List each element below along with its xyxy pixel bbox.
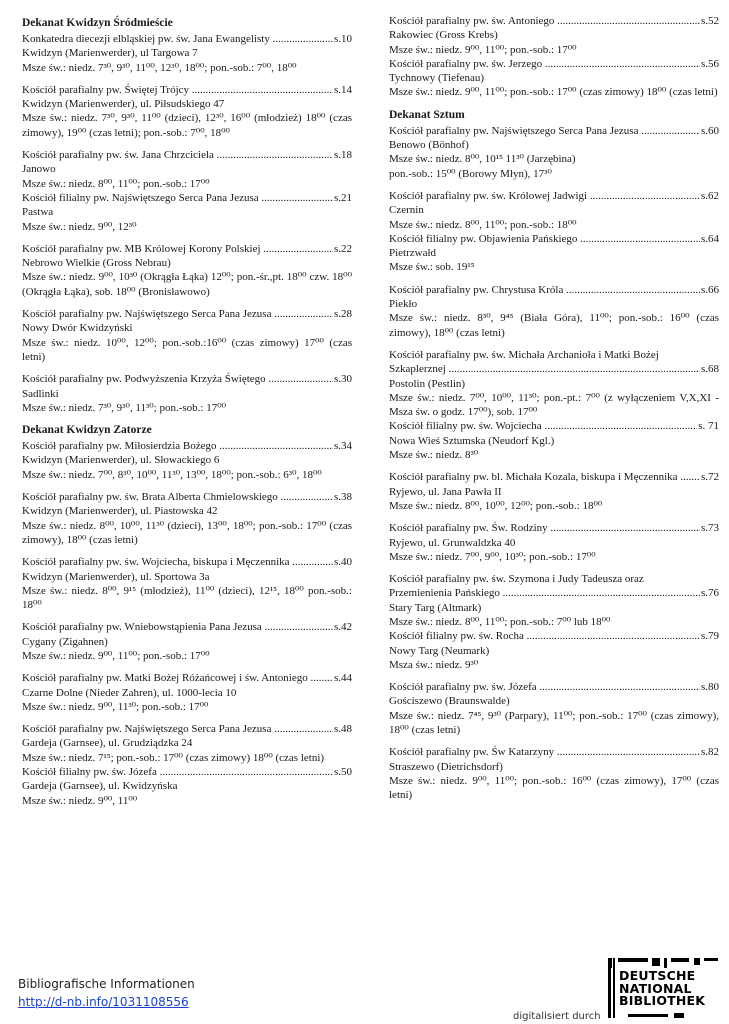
church-name: Konkatedra diecezji elbląskiej pw. św. Jana Ewangelisty ..... bbox=[22, 32, 333, 46]
deanery-heading: Dekanat Kwidzyn Śródmieście bbox=[22, 17, 173, 29]
page-reference: s.30 bbox=[333, 373, 352, 386]
deanery-heading: Dekanat Kwidzyn Zatorze bbox=[22, 424, 152, 437]
church-entry bbox=[389, 470, 719, 513]
church-name: Kościół parafialny pw. Wniebowstąpienia Pana Jezusa ..... bbox=[22, 620, 333, 634]
church-entry bbox=[389, 124, 719, 181]
location-line: pon.-sob.: 15⁰⁰ (Borowy Młyn), 17³⁰ bbox=[389, 167, 552, 180]
dnb-logo-text: DEUTSCHE NATIONAL BIBLIOTHEK bbox=[619, 968, 706, 1008]
church-name: Kościół parafialny pw. Chrystusa Króla ..... bbox=[389, 283, 700, 297]
left-column bbox=[22, 14, 352, 816]
location-line: Pastwa bbox=[22, 206, 54, 219]
church-title-line bbox=[389, 283, 719, 297]
location-line: Nowa Wieś Sztumska (Neudorf Kgl.) bbox=[389, 434, 555, 447]
digitized-by-label: digitalisiert durch bbox=[513, 1011, 601, 1022]
church-entry bbox=[22, 307, 352, 364]
church-name: Kościół parafialny pw. Matki Bożej Różańcowej i św. Antoniego ..... bbox=[22, 671, 333, 685]
mass-schedule: Msze św.: niedz. 7³⁰, 9³⁰, 11⁰⁰, 12³⁰, 18⁰⁰; pon.-sob.: 7⁰⁰, 18⁰⁰ bbox=[22, 61, 297, 74]
mass-schedule: Msza św.: niedz. 9³⁰ bbox=[389, 658, 479, 671]
church-title-line bbox=[389, 189, 719, 203]
church-title-line bbox=[22, 671, 352, 685]
page-reference: s.79 bbox=[700, 630, 719, 643]
church-entry bbox=[389, 348, 719, 462]
location-line: Gardeja (Garnsee), ul. Grudziądzka 24 bbox=[22, 737, 193, 750]
page-reference: s.38 bbox=[333, 491, 352, 504]
location-line: Ryjewo, ul. Jana Pawła II bbox=[389, 485, 502, 498]
church-entry bbox=[22, 555, 352, 612]
page-reference: s. 71 bbox=[698, 420, 719, 433]
location-line: Nowy Targ (Neumark) bbox=[389, 644, 490, 657]
location-line: Straszewo (Dietrichsdorf) bbox=[389, 760, 503, 773]
church-title-line bbox=[389, 362, 719, 376]
mass-schedule: Msze św.: niedz. 9⁰⁰, 11⁰⁰; pon.-sob.: 17⁰⁰ (czas zimowy) 18⁰⁰ (czas letni) bbox=[389, 86, 718, 99]
mass-schedule: Msze św.: niedz. 8⁰⁰, 11⁰⁰; pon.-sob.: 18⁰⁰ bbox=[389, 218, 577, 231]
page-reference: s.44 bbox=[333, 672, 352, 685]
page-reference: s.10 bbox=[333, 33, 352, 45]
page-reference: s.62 bbox=[700, 189, 719, 202]
mass-schedule: Msze św.: niedz. 8³⁰, 9⁴⁵ (Biała Góra), 11⁰⁰; pon.-sob.: 16⁰⁰ (czas zimowy), 18⁰⁰ (czas letni) bbox=[389, 312, 719, 339]
church-title-line bbox=[22, 191, 352, 205]
page-reference: s.73 bbox=[700, 522, 719, 535]
church-name: Kościół parafialny pw. MB Królowej Korony Polskiej ..... bbox=[22, 242, 333, 256]
page-reference: s.34 bbox=[333, 440, 352, 453]
mass-schedule: Msze św.: niedz. 8⁰⁰, 10⁰⁰, 11³⁰ (dzieci), 13⁰⁰, 18⁰⁰; pon.-sob.: 17⁰⁰ (czas zimowy), 18⁰⁰ (czas letni) bbox=[22, 519, 352, 546]
location-line: Janowo bbox=[22, 163, 56, 176]
church-name: Kościół parafialny pw. św. Jana Chrzciciela ..... bbox=[22, 148, 333, 162]
church-title-line bbox=[22, 490, 352, 504]
church-title-line bbox=[22, 439, 352, 453]
mass-schedule: Msze św.: niedz. 9⁰⁰, 11⁰⁰; pon.-sob.: 17⁰⁰ bbox=[22, 649, 210, 662]
location-line: Kwidzyn (Marienwerder), ul. Słowackiego 6 bbox=[22, 454, 220, 467]
mass-schedule: Msze św.: niedz. 9⁰⁰, 11⁰⁰ bbox=[22, 794, 138, 807]
church-title-line bbox=[22, 148, 352, 162]
church-name: Kościół parafialny pw. Najświętszego Serca Pana Jezusa ..... bbox=[22, 722, 333, 736]
deanery-heading: Dekanat Sztum bbox=[389, 108, 465, 121]
location-line: Pietrzwałd bbox=[389, 247, 437, 260]
church-title-line bbox=[389, 470, 719, 484]
church-title-line bbox=[22, 555, 352, 569]
location-line: Kwidzyn (Marienwerder), ul. Sportowa 3a bbox=[22, 570, 210, 583]
mass-schedule: Msze św.: niedz. 10⁰⁰, 12⁰⁰; pon.-sob.:16⁰⁰ (czas zimowy) 17⁰⁰ (czas letni) bbox=[22, 336, 352, 363]
page-reference: s.64 bbox=[700, 232, 719, 245]
church-name: Kościół parafialny pw. św. Królowej Jadwigi ..... bbox=[389, 189, 700, 203]
church-name: Kościół parafialny pw. bl. Michała Kozala, biskupa i Męczennika ..... bbox=[389, 470, 700, 484]
bibliographic-info-label: Bibliografische Informationen bbox=[18, 977, 195, 991]
page-reference: s.80 bbox=[700, 681, 719, 694]
church-name: Kościół parafialny pw. św. Jerzego ..... bbox=[389, 57, 700, 71]
mass-schedule: Msze św.: niedz. 7⁰⁰, 9⁰⁰, 10³⁰; pon.-sob.: 17⁰⁰ bbox=[389, 550, 596, 563]
church-entry bbox=[22, 620, 352, 663]
mass-schedule: Msze św.: niedz. 7¹⁵; pon.-sob.: 17⁰⁰ (czas zimowy) 18⁰⁰ (czas letni) bbox=[22, 751, 325, 764]
church-name: Szkaplerznej ..... bbox=[389, 362, 700, 376]
church-name: Kościół parafialny pw. Podwyższenia Krzyża Świętego ..... bbox=[22, 372, 333, 386]
church-entry bbox=[22, 490, 352, 547]
church-title-line bbox=[22, 372, 352, 386]
location-line: Piekło bbox=[389, 298, 418, 311]
location-line: Ryjewo, ul. Grunwaldzka 40 bbox=[389, 536, 516, 549]
location-line: Benowo (Bönhof) bbox=[389, 139, 469, 152]
church-entry bbox=[22, 83, 352, 140]
church-entry bbox=[389, 572, 719, 672]
location-line: Sadlinki bbox=[22, 387, 59, 400]
location-line: Nowy Dwór Kwidzyński bbox=[22, 322, 133, 335]
page-reference: s.76 bbox=[700, 587, 719, 600]
page-reference: s.48 bbox=[333, 723, 352, 736]
mass-schedule: Msze św.: niedz. 9⁰⁰, 10³⁰ (Okrągła Łąka) 12⁰⁰; pon.-śr.,pt. 18⁰⁰ czw. 18⁰⁰ (Okrągła Łąka), sob. 18⁰⁰ (Bronisławowo) bbox=[22, 271, 352, 298]
page-reference: s.22 bbox=[333, 242, 352, 255]
page-reference: s.40 bbox=[333, 556, 352, 569]
church-entry bbox=[22, 671, 352, 714]
church-entry bbox=[22, 439, 352, 482]
church-entry bbox=[389, 283, 719, 340]
page-reference: s.56 bbox=[700, 57, 719, 70]
mass-schedule: Msze św.: niedz. 8⁰⁰, 10⁰⁰, 12⁰⁰; pon.-sob.: 18⁰⁰ bbox=[389, 499, 603, 512]
mass-schedule: Msze św.: sob. 19¹⁵ bbox=[389, 261, 475, 274]
mass-schedule: Msze św.: niedz. 9⁰⁰, 11⁰⁰; pon.-sob.: 17⁰⁰ bbox=[389, 43, 577, 56]
location-line: Kościół parafialny pw. św. Szymona i Judy Tadeusza oraz bbox=[389, 573, 644, 586]
church-title-line bbox=[22, 722, 352, 736]
church-name: Kościół filialny pw. św. Wojciecha ..... bbox=[389, 419, 697, 433]
location-line: Kościół parafialny pw. św. Michała Archanioła i Matki Bożej bbox=[389, 348, 659, 361]
mass-schedule: Msze św.: niedz. 9⁰⁰, 11³⁰; pon.-sob.: 17⁰⁰ bbox=[22, 700, 209, 713]
church-title-line bbox=[389, 521, 719, 535]
church-title-line bbox=[22, 765, 352, 779]
church-name: Przemienienia Pańskiego ..... bbox=[389, 586, 700, 600]
church-title-line bbox=[22, 83, 352, 97]
mass-schedule: Msze św.: niedz. 8³⁰ bbox=[389, 449, 479, 462]
church-entry bbox=[389, 521, 719, 564]
church-title-line bbox=[389, 419, 719, 433]
church-name: Kościół parafialny pw. Miłosierdzia Bożego ..... bbox=[22, 439, 333, 453]
page-reference: s.66 bbox=[700, 283, 719, 296]
mass-schedule: Msze św.: niedz. 7³⁰, 9³⁰, 11³⁰; pon.-sob.: 17⁰⁰ bbox=[22, 401, 227, 414]
location-line: Nebrowo Wielkie (Gross Nebrau) bbox=[22, 257, 171, 270]
mass-schedule: Msze św.: niedz. 8⁰⁰, 9¹⁵ (młodzież), 11⁰⁰ (dzieci), 12¹⁵, 18⁰⁰ pon.-sob.: 18⁰⁰ bbox=[22, 584, 352, 612]
church-name: Kościół filialny pw. św. Rocha ..... bbox=[389, 629, 700, 643]
church-entry bbox=[22, 372, 352, 415]
dnb-record-link[interactable]: http://d-nb.info/1031108556 bbox=[18, 995, 189, 1009]
church-name: Kościół parafialny pw. św. Józefa ..... bbox=[389, 680, 700, 694]
church-title-line bbox=[389, 57, 719, 71]
page-reference: s.60 bbox=[700, 124, 719, 137]
page-reference: s.68 bbox=[700, 363, 719, 376]
church-name: Kościół parafialny pw. Świętej Trójcy ..... bbox=[22, 83, 333, 97]
mass-schedule: Msze św.: niedz. 7⁰⁰, 8³⁰, 10⁰⁰, 11³⁰, 13⁰⁰, 18⁰⁰; pon.-sob.: 6³⁰, 18⁰⁰ bbox=[22, 468, 322, 481]
church-name: Kościół parafialny pw. św. Brata Alberta Chmielowskiego ..... bbox=[22, 490, 333, 504]
church-entry bbox=[22, 148, 352, 234]
church-name: Kościół parafialny pw. Najświętszego Serca Pana Jezusa ..... bbox=[389, 124, 700, 138]
page-reference: s.52 bbox=[700, 15, 719, 27]
church-title-line bbox=[389, 629, 719, 643]
church-entry bbox=[389, 189, 719, 275]
location-line: Stary Targ (Altmark) bbox=[389, 601, 482, 614]
mass-schedule: Msze św.: niedz. 7⁴⁵, 9³⁰ (Parpary), 11⁰⁰; pon.-sob.: 17⁰⁰ (czas zimowy), 18⁰⁰ (czas letni) bbox=[389, 709, 719, 737]
church-title-line bbox=[22, 242, 352, 256]
church-title-line bbox=[389, 14, 719, 28]
church-title-line bbox=[389, 124, 719, 138]
church-entry bbox=[22, 242, 352, 299]
church-entry bbox=[22, 722, 352, 808]
church-title-line bbox=[22, 620, 352, 634]
location-line: Kwidzyn (Marienwerder), ul. Piłsudskiego 47 bbox=[22, 98, 225, 111]
page-reference: s.21 bbox=[333, 191, 352, 204]
church-entry bbox=[389, 14, 719, 100]
church-name: Kościół parafialny pw. Św Katarzyny ..... bbox=[389, 745, 700, 759]
church-title-line bbox=[22, 32, 352, 46]
location-line: Czarne Dolne (Nieder Zahren), ul. 1000-lecia 10 bbox=[22, 686, 237, 699]
location-line: Czernin bbox=[389, 204, 424, 217]
right-column bbox=[389, 14, 719, 811]
page-reference: s.14 bbox=[333, 83, 352, 96]
mass-schedule: Msze św.: niedz. 8⁰⁰, 11⁰⁰; pon.-sob.: 17⁰⁰ bbox=[22, 177, 210, 190]
page-reference: s.72 bbox=[700, 471, 719, 484]
location-line: Kwidzyn (Marienwerder), ul Targowa 7 bbox=[22, 47, 198, 60]
mass-schedule: Msze św.: niedz. 7³⁰, 9³⁰, 11⁰⁰ (dzieci), 12³⁰, 16⁰⁰ (młodzież) 18⁰⁰ (czas zimowy), 19⁰⁰ (czas letni); pon.-sob.: 7⁰⁰, 18⁰⁰ bbox=[22, 112, 352, 139]
location-line: Rakowiec (Gross Krebs) bbox=[389, 29, 498, 42]
dnb-logo bbox=[608, 958, 722, 1018]
church-entry bbox=[22, 32, 352, 75]
church-name: Kościół parafialny pw. Św. Rodziny ..... bbox=[389, 521, 700, 535]
location-line: Postolin (Pestlin) bbox=[389, 377, 466, 390]
location-line: Gościszewo (Braunswalde) bbox=[389, 695, 510, 708]
church-name: Kościół parafialny pw. św. Antoniego ..... bbox=[389, 14, 700, 28]
mass-schedule: Msze św.: niedz. 9⁰⁰, 12³⁰ bbox=[22, 220, 137, 233]
location-line: Cygany (Zigahnen) bbox=[22, 635, 108, 648]
page-reference: s.42 bbox=[333, 621, 352, 634]
location-line: Kwidzyn (Marienwerder), ul. Piastowska 42 bbox=[22, 505, 218, 518]
mass-schedule: Msze św.: niedz. 8⁰⁰, 10¹⁵ 11³⁰ (Jarzębina) bbox=[389, 153, 576, 166]
church-name: Kościół filialny pw. Objawienia Pańskiego ..... bbox=[389, 232, 700, 246]
church-entry bbox=[389, 745, 719, 802]
church-name: Kościół filialny pw. św. Józefa ..... bbox=[22, 765, 333, 779]
location-line: Gardeja (Garnsee), ul. Kwidzyńska bbox=[22, 780, 178, 793]
church-name: Kościół filialny pw. Najświętszego Serca Pana Jezusa ..... bbox=[22, 191, 333, 205]
page-reference: s.50 bbox=[333, 766, 352, 779]
church-title-line bbox=[22, 307, 352, 321]
church-title-line bbox=[389, 586, 719, 600]
location-line: Tychnowy (Tiefenau) bbox=[389, 72, 485, 85]
mass-schedule: Msze św.: niedz. 8⁰⁰, 11⁰⁰; pon.-sob.: 7⁰⁰ lub 18⁰⁰ bbox=[389, 615, 611, 628]
church-entry bbox=[389, 680, 719, 737]
church-title-line bbox=[389, 745, 719, 759]
mass-schedule: Msze św.: niedz. 9⁰⁰, 11⁰⁰; pon.-sob.: 16⁰⁰ (czas zimowy), 17⁰⁰ (czas letni) bbox=[389, 774, 719, 802]
page-reference: s.28 bbox=[333, 308, 352, 321]
church-name: Kościół parafialny pw. św. Wojciecha, biskupa i Męczennika ..... bbox=[22, 555, 333, 569]
page-reference: s.18 bbox=[333, 149, 352, 162]
church-title-line bbox=[389, 232, 719, 246]
page-reference: s.82 bbox=[700, 746, 719, 759]
church-name: Kościół parafialny pw. Najświętszego Serca Pana Jezusa ..... bbox=[22, 307, 333, 321]
church-title-line bbox=[389, 680, 719, 694]
mass-schedule: Msze św.: niedz. 7⁰⁰, 10⁰⁰, 11³⁰; pon.-pt.: 7⁰⁰ (z wyłączeniem V,X,XI - Msza św. o godz. 17⁰⁰), sob. 17⁰⁰ bbox=[389, 391, 719, 419]
